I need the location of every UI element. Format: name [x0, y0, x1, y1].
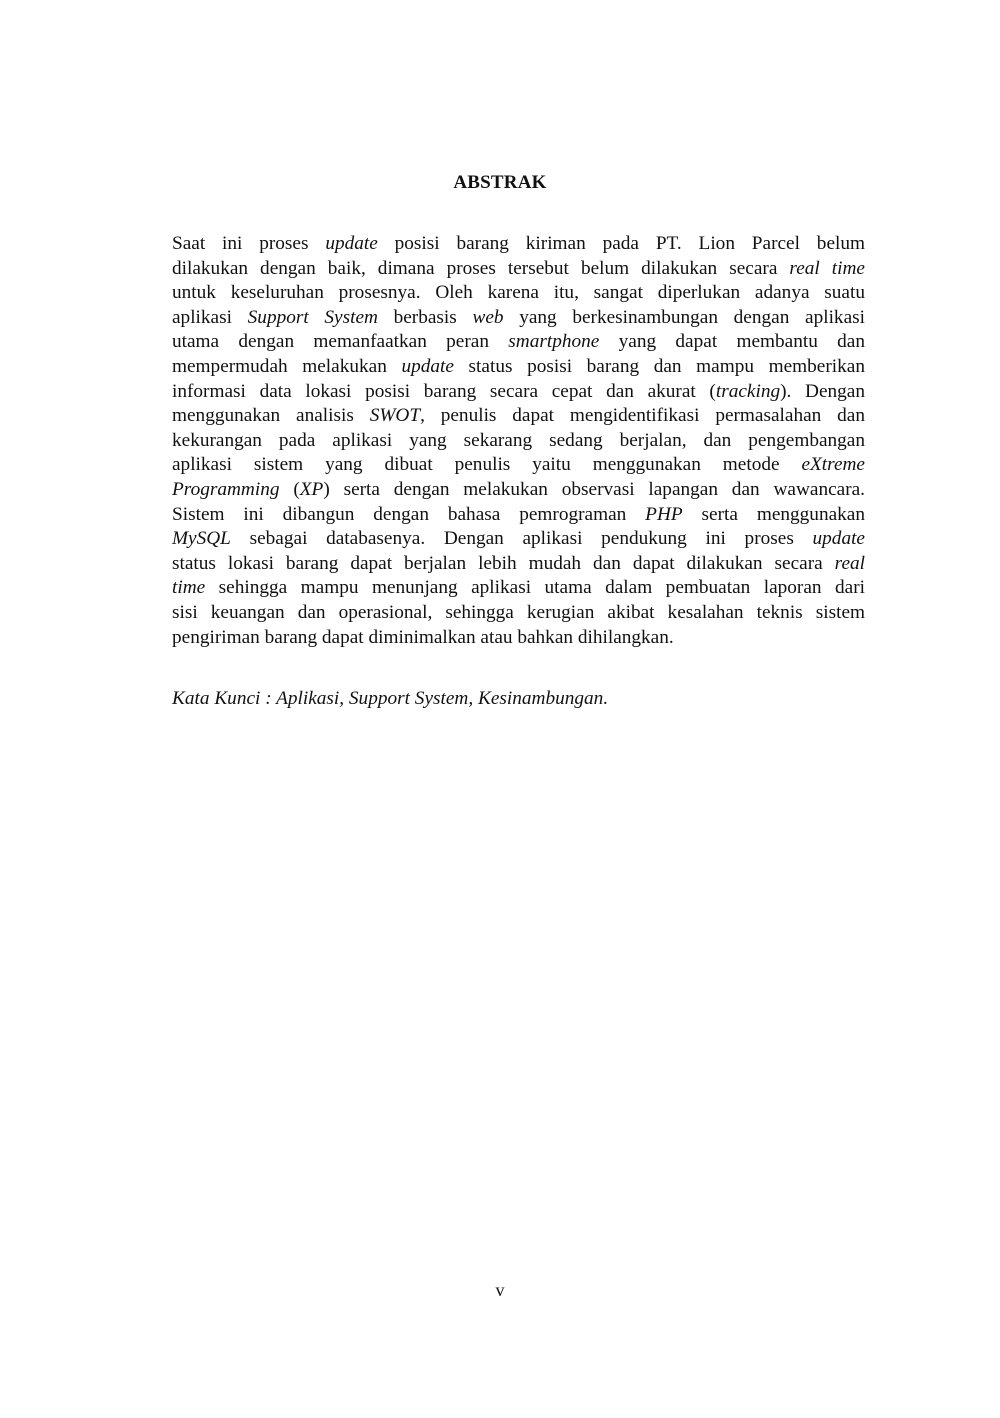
- italic-term: eXtreme: [801, 454, 865, 476]
- italic-term: SWOT: [369, 405, 421, 427]
- italic-term: tracking: [715, 380, 781, 402]
- italic-term: Programming: [172, 478, 280, 500]
- italic-term: real: [834, 552, 865, 574]
- abstract-line: utama dengan memanfaatkan peran smartphone yang dapat membantu dan: [172, 331, 865, 353]
- abstract-line: Sistem ini dibangun dengan bahasa pemrograman PHP serta menggunakan: [172, 503, 865, 525]
- abstract-line: untuk keseluruhan prosesnya. Oleh karena itu, sangat diperlukan adanya suatu: [172, 282, 865, 304]
- abstract-line: Programming (XP) serta dengan melakukan observasi lapangan dan wawancara.: [172, 478, 865, 500]
- abstract-line: MySQL sebagai databasenya. Dengan aplikasi pendukung ini proses update: [172, 528, 865, 550]
- abstract-line: menggunakan analisis SWOT, penulis dapat mengidentifikasi permasalahan dan: [172, 405, 865, 427]
- italic-term: real time: [789, 257, 865, 279]
- abstract-line: Saat ini proses update posisi barang kiriman pada PT. Lion Parcel belum: [172, 233, 865, 254]
- abstract-line: kekurangan pada aplikasi yang sekarang sedang berjalan, dan pengembangan: [172, 429, 865, 451]
- keywords-line: Kata Kunci : Aplikasi, Support System, Kesinambungan.: [172, 688, 609, 709]
- italic-term: web: [472, 306, 504, 328]
- italic-term: Support System: [247, 306, 378, 328]
- abstract-line: status lokasi barang dapat berjalan lebih mudah dan dapat dilakukan secara real: [172, 552, 865, 574]
- italic-term: XP: [299, 478, 324, 500]
- abstract-line: informasi data lokasi posisi barang secara cepat dan akurat (tracking). Dengan: [172, 380, 866, 402]
- italic-term: smartphone: [508, 331, 600, 353]
- italic-term: update: [325, 233, 378, 254]
- italic-term: update: [812, 528, 865, 550]
- abstract-line: aplikasi Support System berbasis web yang berkesinambungan dengan aplikasi: [172, 306, 865, 328]
- abstract-line: dilakukan dengan baik, dimana proses tersebut belum dilakukan secara real time: [172, 257, 865, 279]
- italic-term: time: [172, 577, 206, 599]
- abstract-line: sisi keuangan dan operasional, sehingga kerugian akibat kesalahan teknis sistem: [172, 601, 865, 623]
- italic-term: update: [401, 355, 454, 377]
- italic-term: MySQL: [172, 528, 231, 550]
- abstract-title: ABSTRAK: [453, 172, 547, 193]
- italic-term: PHP: [645, 503, 683, 525]
- abstract-line: mempermudah melakukan update status posisi barang dan mampu memberikan: [172, 355, 865, 377]
- abstract-line: time sehingga mampu menunjang aplikasi utama dalam pembuatan laporan dari: [172, 577, 865, 599]
- abstract-line: pengiriman barang dapat diminimalkan atau bahkan dihilangkan.: [172, 626, 674, 648]
- abstract-paragraph: [172, 232, 865, 650]
- page-number: v: [495, 1280, 505, 1300]
- abstract-line: aplikasi sistem yang dibuat penulis yaitu menggunakan metode eXtreme: [172, 454, 865, 476]
